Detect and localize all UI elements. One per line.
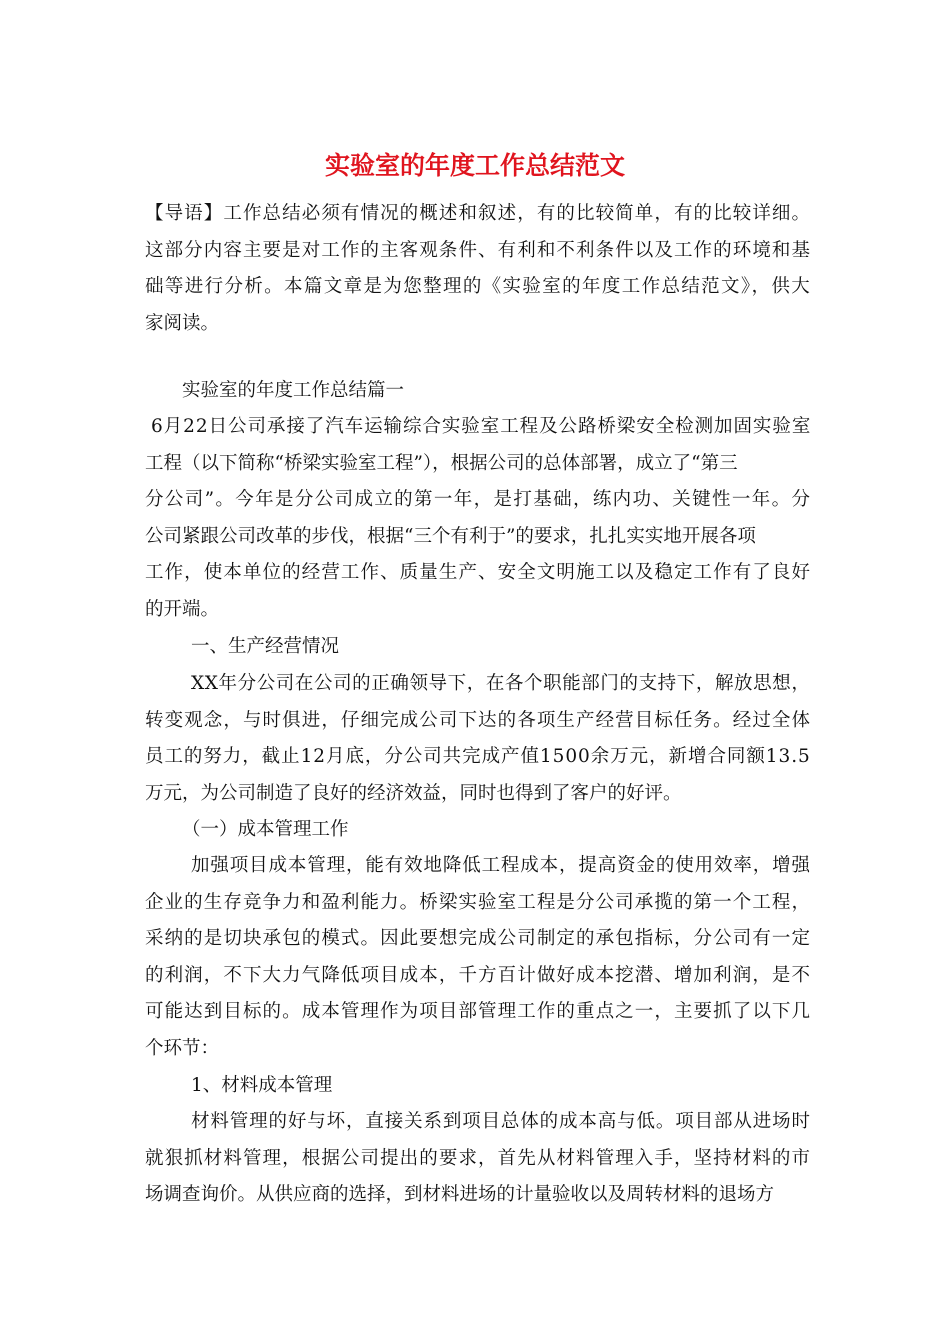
paragraph-line: 就狠抓材料管理，根据公司提出的要求，首先从材料管理入手，坚持材料的市 (145, 1147, 812, 1169)
paragraph-line: XX年分公司在公司的正确领导下，在各个职能部门的支持下，解放思想， (191, 673, 811, 694)
heading-material-cost: 1、材料成本管理 (191, 1075, 333, 1096)
intro-line: 础等进行分析。本篇文章是为您整理的《实验室的年度工作总结范文》，供大 (145, 276, 812, 297)
paragraph-line: 员工的努力，截止12月底，分公司共完成产值1500余万元，新增合同额13.5 (145, 746, 811, 767)
paragraph-3 (145, 848, 810, 1067)
paragraph-4 (145, 1104, 810, 1214)
paragraph-line: 企业的生存竞争力和盈利能力。桥梁实验室工程是分公司承揽的第一个工程， (145, 891, 812, 913)
heading-production: 一、生产经营情况 (191, 636, 340, 657)
paragraph-line: 个环节： (145, 1037, 220, 1059)
paragraph-line: 的开端。 (145, 598, 220, 620)
section-heading: 实验室的年度工作总结篇一 (182, 380, 405, 401)
paragraph-line: 万元，为公司制造了良好的经济效益，同时也得到了客户的好评。 (145, 782, 682, 804)
paragraph-line: 材料管理的好与坏，直接关系到项目总体的成本高与低。项目部从进场时 (191, 1111, 811, 1132)
paragraph-2 (145, 666, 810, 812)
paragraph-line: 可能达到目标的。成本管理作为项目部管理工作的重点之一，主要抓了以下几 (145, 1001, 812, 1022)
paragraph-line: 6月22日公司承接了汽车运输综合实验室工程及公路桥梁安全检测加固实验室 (151, 416, 812, 437)
paragraph-line: 工程（以下简称“桥梁实验室工程”），根据公司的总体部署，成立了“第三 (145, 452, 738, 474)
paragraph-line: 采纳的是切块承包的模式。因此要想完成公司制定的承包指标，分公司有一定 (145, 928, 812, 949)
paragraph-line: 分公司”。今年是分公司成立的第一年，是打基础，练内功、关键性一年。分 (145, 489, 812, 510)
paragraph-line: 转变观念，与时俱进，仔细完成公司下达的各项生产经营目标任务。经过全体 (145, 709, 812, 731)
heading-cost-management: （一）成本管理工作 (182, 819, 349, 840)
paragraph-line: 加强项目成本管理，能有效地降低工程成本，提高资金的使用效率，增强 (191, 855, 811, 876)
paragraph-line: 工作，使本单位的经营工作、质量生产、安全文明施工以及稳定工作有了良好 (145, 562, 812, 583)
intro-paragraph (145, 196, 810, 342)
paragraph-1 (145, 409, 810, 628)
document-title: 实验室的年度工作总结范文 (324, 151, 625, 180)
intro-line: 这部分内容主要是对工作的主客观条件、有利和不利条件以及工作的环境和基 (145, 239, 812, 261)
paragraph-line: 的利润，不下大力气降低项目成本，千方百计做好成本挖潜、增加利润，是不 (145, 964, 812, 986)
paragraph-line: 公司紧跟公司改革的步伐，根据“三个有利于”的要求，扎扎实实地开展各项 (145, 525, 756, 547)
paragraph-line: 场调查询价。从供应商的选择，到材料进场的计量验收以及周转材料的退场方 (145, 1184, 775, 1205)
intro-line: 【导语】工作总结必须有情况的概述和叙述，有的比较简单，有的比较详细。 (145, 203, 812, 224)
intro-line: 家阅读。 (145, 312, 220, 334)
